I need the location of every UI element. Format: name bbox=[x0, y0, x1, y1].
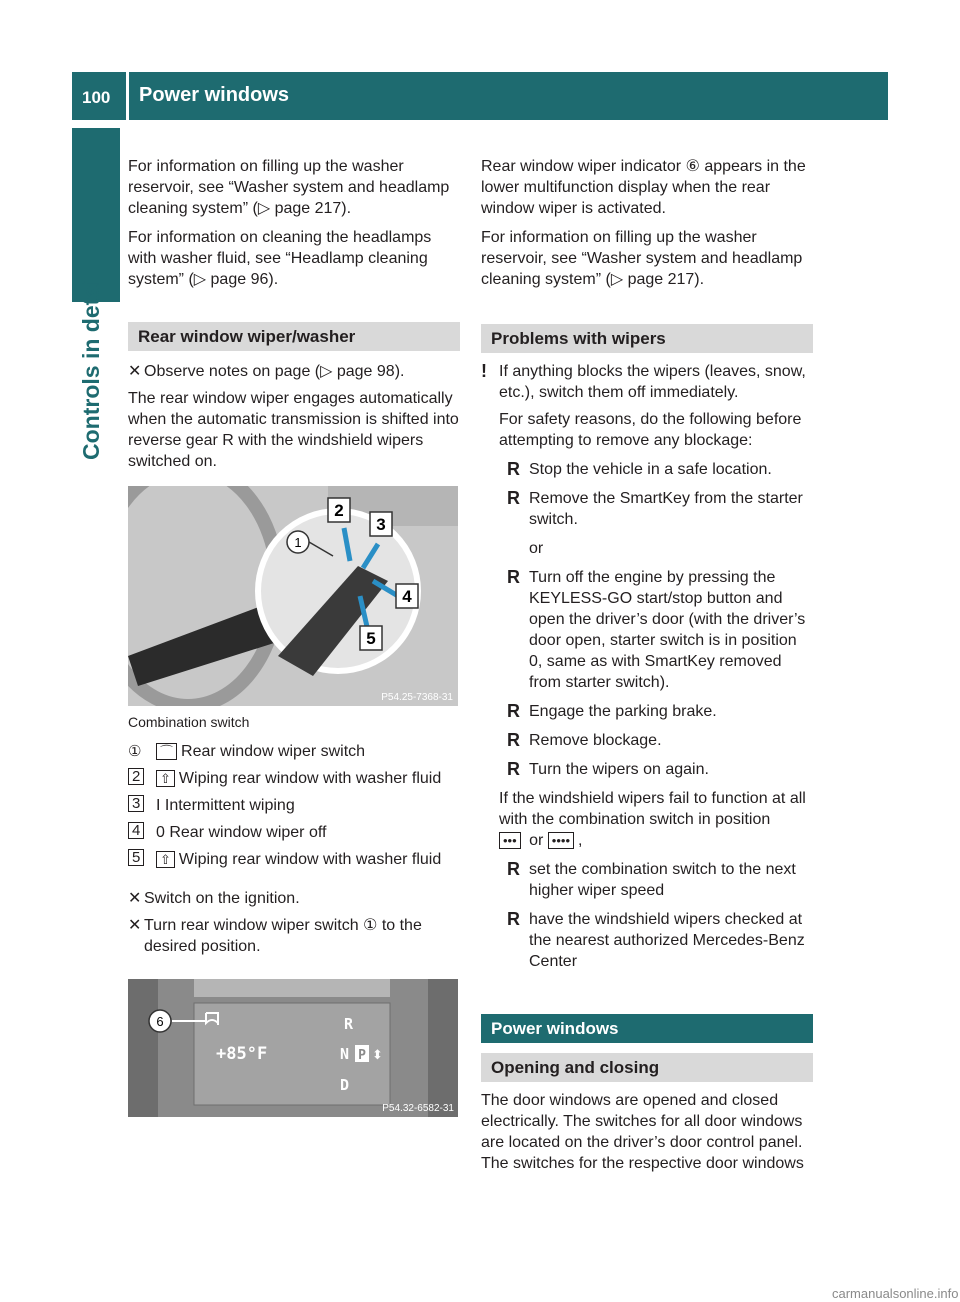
svg-text:1: 1 bbox=[294, 535, 302, 550]
opening-closing-body: The door windows are opened and closed electrically. The switches for all door windows are located on the driver’s door control panel. The switches for the respective door windows bbox=[481, 1092, 804, 1172]
wiper-speed-1-icon: ••• bbox=[499, 832, 521, 849]
legend-item-1: ① ⌒ Rear window wiper switch bbox=[128, 743, 366, 760]
photo-code-2: P54.32-6582-31 bbox=[382, 1103, 454, 1114]
washer-icon: ⇧ bbox=[156, 851, 175, 868]
side-tab-label: Controls in detail bbox=[78, 272, 104, 460]
gear-p: P bbox=[358, 1048, 366, 1063]
section-title-power-windows: Power windows bbox=[481, 1014, 813, 1043]
indicator-paragraph: Rear window wiper indicator ⑥ appears in the lower multifunction display when the rear window wiper is activated. bbox=[481, 158, 806, 217]
footer-watermark: carmanualsonline.info bbox=[832, 1286, 959, 1301]
svg-text:2: 2 bbox=[334, 501, 344, 520]
photo-code: P54.25-7368-31 bbox=[381, 692, 453, 703]
gear-r: R bbox=[344, 1015, 354, 1033]
page-number: 100 bbox=[82, 88, 111, 107]
svg-text:3: 3 bbox=[376, 515, 386, 534]
gear-n: N bbox=[340, 1045, 350, 1063]
bullet-item: R Turn off the engine by pressing the KEYLESS-GO start/stop button and open the driver’s door (with the driver’s door open, starter switch is in position 0, same as with SmartKey removed from starter switch). bbox=[507, 567, 806, 691]
right-column bbox=[481, 156, 813, 1182]
step-ignition: ✕ Switch on the ignition. bbox=[128, 890, 300, 907]
warning-icon: ! bbox=[481, 361, 487, 381]
bullet-item: R set the combination switch to the next higher wiper speed bbox=[507, 859, 796, 899]
legend-item-4: 4 0 Rear window wiper off bbox=[128, 822, 460, 843]
combination-switch-photo bbox=[128, 486, 458, 706]
step-observe: ✕ Observe notes on page (▷ page 98). bbox=[128, 363, 405, 380]
svg-text:4: 4 bbox=[402, 587, 412, 606]
rear-wiper-icon: ⌒ bbox=[156, 743, 177, 760]
figure-caption: Combination switch bbox=[128, 714, 250, 730]
warning-block bbox=[481, 361, 813, 972]
bullet-item: R Turn the wipers on again. bbox=[507, 759, 709, 779]
step-turn-switch: ✕ Turn rear window wiper switch ① to the desired position. bbox=[128, 917, 422, 955]
temperature-readout: +85°F bbox=[216, 1044, 268, 1064]
combination-switch-illustration bbox=[128, 486, 458, 706]
section-title-problems: Problems with wipers bbox=[481, 324, 813, 353]
legend-item-5: 5 ⇧ Wiping rear window with washer fluid bbox=[128, 849, 460, 870]
or-text: or bbox=[529, 540, 544, 557]
wiper-speed-2-icon: •••• bbox=[548, 832, 574, 849]
warning-intro: If anything blocks the wipers (leaves, snow, etc.), switch them off immediately. bbox=[499, 363, 806, 401]
section-title-rear-wiper: Rear window wiper/washer bbox=[128, 322, 460, 351]
fail-paragraph: If the windshield wipers fail to function at all with the combination switch in position ••• or •••• , bbox=[499, 790, 806, 849]
gear-d: D bbox=[340, 1076, 350, 1094]
bullet-item: R have the windshield wipers checked at the nearest authorized Mercedes-Benz Center bbox=[507, 909, 805, 970]
step-arrow-icon: ✕ bbox=[128, 917, 142, 934]
legend-item-3: 3 I Intermittent wiping bbox=[128, 795, 460, 816]
instrument-display-illustration bbox=[128, 979, 458, 1117]
bullet-item: R Engage the parking brake. bbox=[507, 701, 717, 721]
bullet-item: R Stop the vehicle in a safe location. bbox=[507, 459, 772, 479]
step-arrow-icon: ✕ bbox=[128, 890, 142, 907]
step-arrow-icon: ✕ bbox=[128, 363, 142, 380]
section-title-opening-closing: Opening and closing bbox=[481, 1053, 813, 1082]
bullet-item: R Remove blockage. bbox=[507, 730, 662, 750]
intro-paragraph-2: For information on cleaning the headlamps with washer fluid, see “Headlamp cleaning system” (▷ page 96). bbox=[128, 229, 432, 288]
callout-6: 6 bbox=[156, 1014, 164, 1029]
svg-text:5: 5 bbox=[366, 629, 376, 648]
header-title: Power windows bbox=[139, 84, 290, 106]
legend-item-2: 2 ⇧ Wiping rear window with washer fluid bbox=[128, 768, 460, 789]
intro-paragraph-1: For information on filling up the washer reservoir, see “Washer system and headlamp cleaning system” (▷ page 217). bbox=[128, 158, 450, 217]
header-divider bbox=[126, 72, 129, 120]
reservoir-paragraph: For information on filling up the washer reservoir, see “Washer system and headlamp cleaning system” (▷ page 217). bbox=[481, 229, 803, 288]
svg-text:⬍: ⬍ bbox=[372, 1048, 383, 1063]
rear-wiper-body: The rear window wiper engages automatically when the automatic transmission is shifted into reverse gear R with the windshield wipers switched on. bbox=[128, 390, 459, 470]
warning-safety: For safety reasons, do the following before attempting to remove any blockage: bbox=[499, 411, 802, 449]
instrument-display-photo bbox=[128, 979, 458, 1117]
washer-icon: ⇧ bbox=[156, 770, 175, 787]
bullet-item: R Remove the SmartKey from the starter switch. bbox=[507, 488, 803, 528]
left-column bbox=[128, 156, 460, 1117]
